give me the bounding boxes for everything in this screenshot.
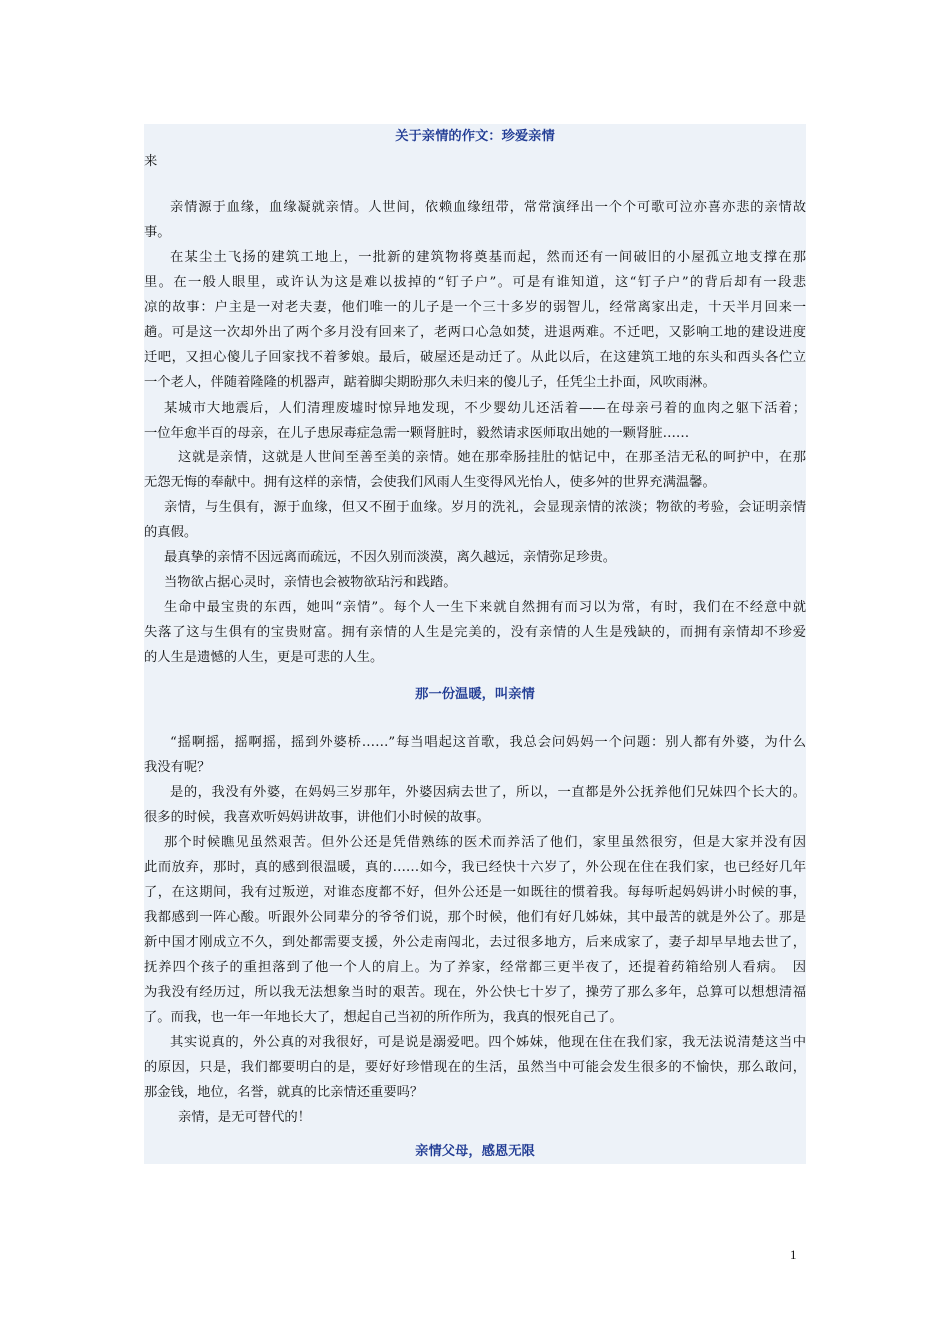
paragraph-line: 很多的时候，我喜欢听妈妈讲故事，讲他们小时候的故事。 bbox=[144, 810, 490, 825]
paragraph-line: 的原因，只是，我们都要明白的是，要好好珍惜现在的生活，虽然当中可能会发生很多的不愉快，那么敢问， bbox=[144, 1060, 806, 1075]
section-title: 亲情父母，感恩无限 bbox=[415, 1144, 535, 1159]
source-label: 来 bbox=[144, 154, 158, 169]
paragraph-line: 趟。可是这一次却外出了两个多月没有回来了，老两口心急如焚，进退两难。不迁吧，又影响工地的建设进度 bbox=[144, 325, 806, 340]
paragraph-line: 无怨无悔的奉献中。拥有这样的亲情，会使我们风雨人生变得风光怡人，使多舛的世界充满温馨。 bbox=[144, 475, 716, 490]
paragraph-line: 迁吧，又担心傻儿子回家找不着爹娘。最后，破屋还是动迁了。从此以后，在这建筑工地的东头和西头各伫立 bbox=[144, 350, 806, 365]
paragraph-line: 一位年愈半百的母亲，在儿子患尿毒症急需一颗肾脏时，毅然请求医师取出她的一颗肾脏…… bbox=[144, 426, 690, 441]
paragraph-line: 生命中最宝贵的东西，她叫“亲情”。每个人一生下来就自然拥有而习以为常，有时，我们在不经意中就 bbox=[164, 600, 806, 615]
paragraph-line: 了，在这期间，我有过叛逆，对谁态度都不好，但外公还是一如既往的惯着我。每每听起妈妈讲小时候的事， bbox=[144, 885, 806, 900]
paragraph-line: 新中国才刚成立不久，到处都需要支援，外公走南闯北，去过很多地方，后来成家了，妻子却早早地去世了， bbox=[144, 935, 806, 950]
paragraph-line: 凉的故事：户主是一对老夫妻，他们唯一的儿子是一个三十多岁的弱智儿，经常离家出走，十天半月回来一 bbox=[144, 300, 806, 315]
paragraph-line: 此而放弃，那时，真的感到很温暖，真的……如今，我已经快十六岁了，外公现在住在我们家，也已经好几年 bbox=[144, 860, 806, 875]
paragraph-line: 是的，我没有外婆，在妈妈三岁那年，外婆因病去世了，所以，一直都是外公抚养他们兄妹四个长大的。 bbox=[170, 785, 806, 800]
paragraph-line: 亲情，是无可替代的！ bbox=[178, 1110, 311, 1125]
paragraph-line: 事。 bbox=[144, 225, 171, 240]
paragraph-line: 一个老人，伴随着隆隆的机器声，踮着脚尖期盼那久未归来的傻儿子，任凭尘土扑面，风吹雨淋。 bbox=[144, 375, 716, 390]
article-body bbox=[144, 124, 806, 1164]
article-title: 关于亲情的作文：珍爱亲情 bbox=[395, 129, 555, 144]
paragraph-line: 亲情源于血缘，血缘凝就亲情。人世间，依赖血缘纽带，常常演绎出一个个可歌可泣亦喜亦悲的亲情故 bbox=[170, 200, 806, 215]
paragraph-line: 的人生是遗憾的人生，更是可悲的人生。 bbox=[144, 650, 384, 665]
page-number: 1 bbox=[790, 1247, 797, 1262]
paragraph-line: 这就是亲情，这就是人世间至善至美的亲情。她在那牵肠挂肚的惦记中，在那圣洁无私的呵护中，在那 bbox=[178, 450, 806, 465]
paragraph-line: 了。而我，也一年一年地长大了，想起自己当初的所作所为，我真的恨死自己了。 bbox=[144, 1010, 623, 1025]
paragraph-line: 那金钱，地位，名誉，就真的比亲情还重要吗？ bbox=[144, 1085, 424, 1100]
paragraph-line: 我都感到一阵心酸。听跟外公同辈分的爷爷们说，那个时候，他们有好几姊妹，其中最苦的就是外公了。那是 bbox=[144, 910, 806, 925]
paragraph-line: 我没有呢？ bbox=[144, 760, 211, 775]
paragraph-line: 其实说真的，外公真的对我很好，可是说是溺爱吧。四个姊妹，他现在住在我们家，我无法说清楚这当中 bbox=[170, 1035, 806, 1050]
paragraph-line: 亲情，与生俱有，源于血缘，但又不囿于血缘。岁月的洗礼，会显现亲情的浓淡；物欲的考验，会证明亲情 bbox=[164, 500, 806, 515]
paragraph-line: 抚养四个孩子的重担落到了他一个人的肩上。为了养家，经常都三更半夜了，还提着药箱给别人看病。 因 bbox=[144, 960, 806, 975]
paragraph-line: 那个时候瞧见虽然艰苦。但外公还是凭借熟练的医术而养活了他们，家里虽然很穷，但是大家并没有因 bbox=[164, 835, 806, 850]
paragraph-line: 在某尘土飞扬的建筑工地上，一批新的建筑物将奠基而起，然而还有一间破旧的小屋孤立地支撑在那 bbox=[170, 250, 806, 265]
paragraph-line: 里。在一般人眼里，或许认为这是难以拔掉的“钉子户”。可是有谁知道，这“钉子户”的背后却有一段悲 bbox=[144, 275, 806, 290]
paragraph-line: “摇啊摇，摇啊摇，摇到外婆桥……”每当唱起这首歌，我总会问妈妈一个问题：别人都有外婆，为什么 bbox=[170, 735, 806, 750]
section-title: 那一份温暖，叫亲情 bbox=[415, 687, 535, 702]
paragraph-line: 当物欲占据心灵时，亲情也会被物欲玷污和践踏。 bbox=[164, 575, 457, 590]
paragraph-line: 最真挚的亲情不因远离而疏远，不因久别而淡漠，离久越远，亲情弥足珍贵。 bbox=[164, 550, 617, 565]
paragraph-line: 失落了这与生俱有的宝贵财富。拥有亲情的人生是完美的，没有亲情的人生是残缺的，而拥有亲情却不珍爱 bbox=[144, 625, 806, 640]
paragraph-line: 的真假。 bbox=[144, 525, 198, 540]
paragraph-line: 某城市大地震后，人们清理废墟时惊异地发现，不少婴幼儿还活着——在母亲弓着的血肉之躯下活着； bbox=[164, 401, 806, 416]
paragraph-line: 为我没有经历过，所以我无法想象当时的艰苦。现在，外公快七十岁了，操劳了那么多年，总算可以想想清福 bbox=[144, 985, 806, 1000]
